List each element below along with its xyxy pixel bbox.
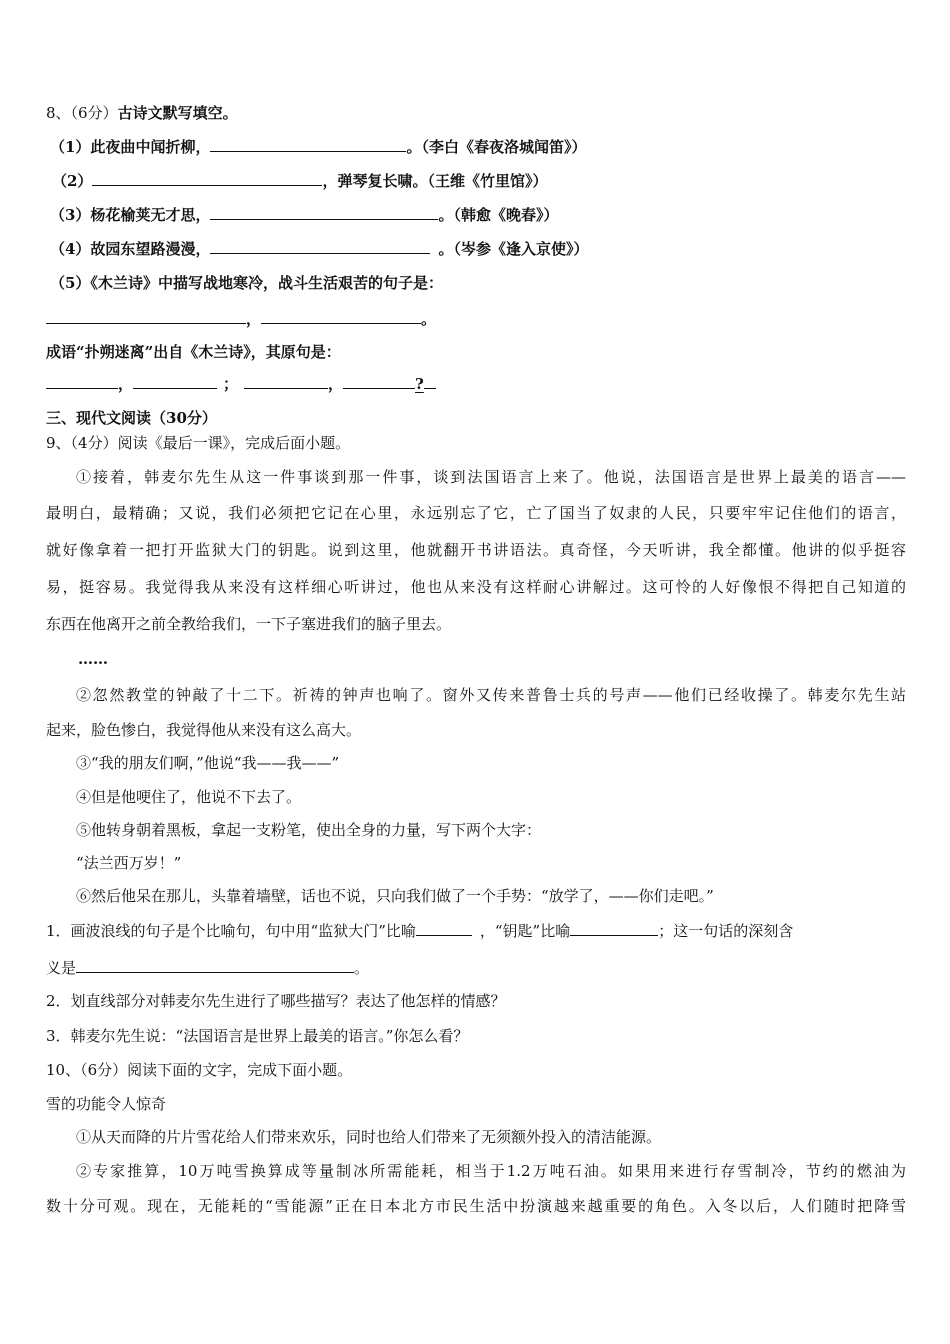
answer-blank[interactable] — [210, 204, 438, 220]
q8-line-2 — [52, 170, 547, 191]
q8-title: 古诗文默写填空。 — [117, 104, 238, 122]
answer-blank[interactable] — [46, 373, 118, 389]
answer-blank[interactable] — [92, 170, 322, 186]
q10-article-title: 雪的功能令人惊奇 — [46, 1095, 167, 1113]
q9-p2-line: 起来，脸色惨白，我觉得他从来没有这么高大。 — [46, 721, 362, 739]
q9-subq-1 — [46, 920, 793, 941]
answer-blank[interactable] — [416, 920, 472, 936]
answer-blank[interactable] — [424, 373, 436, 389]
q9-p1-line: 就好像拿着一把打开监狱大门的钥匙。说到这里，他就翻开书讲语法。真奇怪，今天听讲，我全都懂。他讲的似乎挺容 — [46, 541, 906, 559]
separator: ， — [328, 375, 344, 393]
q8-line-3-source: 。（韩愈《晚春》） — [438, 206, 559, 224]
answer-blank[interactable] — [76, 957, 354, 973]
question-mark: ? — [415, 375, 424, 393]
q9-subq-1-text: 。 — [354, 959, 370, 977]
q9-p2-line: ②忽然教堂的钟敲了十二下。祈祷的钟声也响了。窗外又传来普鲁士兵的号声——他们已经收操了。韩麦尔先生站 — [76, 686, 906, 704]
q8-idiom-answers — [46, 373, 436, 394]
q8-line-3 — [50, 204, 558, 225]
answer-blank[interactable] — [210, 238, 430, 254]
answer-blank[interactable] — [46, 308, 246, 324]
answer-blank[interactable] — [343, 373, 415, 389]
q8-line-1-source: 。（李白《春夜洛城闻笛》） — [406, 138, 587, 156]
q9-subq-1-text: ，“钥匙”比喻 — [479, 922, 571, 940]
q8-heading — [46, 103, 238, 123]
q9-subq-3: 3．韩麦尔先生说：“法国语言是世界上最美的语言。”你怎么看？ — [46, 1027, 469, 1045]
q9-p5-quote: “法兰西万岁！” — [76, 854, 182, 872]
answer-blank[interactable] — [570, 920, 658, 936]
separator: ， — [246, 310, 262, 328]
q10-p1: ①从天而降的片片雪花给人们带来欢乐，同时也给人们带来了无须额外投入的清洁能源。 — [76, 1128, 662, 1146]
q8-line-4-text: （4）故园东望路漫漫， — [50, 240, 211, 258]
q8-number: 8、（6分） — [46, 104, 118, 122]
answer-blank[interactable] — [210, 136, 406, 152]
ellipsis: …… — [78, 650, 108, 668]
q8-line-4 — [50, 238, 588, 259]
q9-p1-line: 东西在他离开之前全教给我们，一下子塞进我们的脑子里去。 — [46, 615, 452, 633]
q9-p1-line: ①接着，韩麦尔先生从这一件事谈到那一件事，谈到法国语言上来了。他说，法国语言是世界上最美的语言—— — [76, 468, 906, 486]
q9-p1-line: 最明白，最精确；又说，我们必须把它记在心里，永远别忘了它，亡了国当了奴隶的人民，只要牢牢记住他们的语言， — [46, 504, 906, 522]
q9-p5: ⑤他转身朝着黑板，拿起一支粉笔，使出全身的力量，写下两个大字： — [76, 821, 542, 839]
q9-p4: ④但是他哽住了，他说不下去了。 — [76, 788, 302, 806]
section-3-title: 三、现代文阅读（30分） — [46, 409, 217, 427]
q8-line-2-text: ，弹琴复长啸。（王维《竹里馆》） — [322, 172, 548, 190]
separator: ； — [223, 375, 239, 393]
q8-line-5: （5）《木兰诗》中描写战地寒冷，战斗生活艰苦的句子是： — [50, 274, 443, 292]
q8-line-2-num: （2） — [52, 172, 93, 190]
q9-p6: ⑥然后他呆在那儿，头靠着墙壁，话也不说，只向我们做了一个手势：“放学了，——你们走吧。” — [76, 887, 714, 905]
separator: ， — [118, 375, 134, 393]
q9-subq-1-text: 1．画波浪线的句子是个比喻句，句中用“监狱大门”比喻 — [46, 922, 416, 940]
q8-line-4-source: 。（岑参《逢入京使》） — [438, 240, 589, 258]
q9-p1-line: 易，挺容易。我觉得我从来没有这样细心听讲过，他也从来没有这样耐心讲解过。这可怜的人好像恨不得把自己知道的 — [46, 578, 906, 596]
q9-subq-2: 2．划直线部分对韩麦尔先生进行了哪些描写？表达了他怎样的情感？ — [46, 992, 506, 1010]
answer-blank[interactable] — [244, 373, 328, 389]
q9-p3: ③“我的朋友们啊，”他说“我——我——” — [76, 754, 340, 772]
answer-blank[interactable] — [133, 373, 217, 389]
q9-subq-1-text: 义是 — [46, 959, 77, 977]
q8-line-5-answers — [46, 308, 436, 329]
separator: 。 — [421, 310, 437, 328]
q10-p2-line: ②专家推算，10万吨雪换算成等量制冰所需能耗，相当于1.2万吨石油。如果用来进行存雪制冷，节约的燃油为 — [76, 1162, 906, 1180]
q8-line-1-text: （1）此夜曲中闻折柳， — [50, 138, 211, 156]
q9-heading: 9、（4分）阅读《最后一课》，完成后面小题。 — [46, 434, 351, 452]
answer-blank[interactable] — [261, 308, 421, 324]
q9-subq-1-text: ；这一句话的深刻含 — [658, 922, 794, 940]
q9-subq-1-cont — [46, 957, 369, 978]
q10-heading: 10、（6分）阅读下面的文字，完成下面小题。 — [46, 1061, 353, 1079]
q8-line-1 — [50, 136, 586, 157]
q8-line-3-text: （3）杨花榆荚无才思， — [50, 206, 211, 224]
q10-p2-line: 数十分可观。现在，无能耗的“雪能源”正在日本北方市民生活中扮演越来越重要的角色。入冬以后，人们随时把降雪 — [46, 1197, 906, 1215]
q8-idiom-prompt: 成语“扑朔迷离”出自《木兰诗》，其原句是： — [46, 343, 341, 361]
